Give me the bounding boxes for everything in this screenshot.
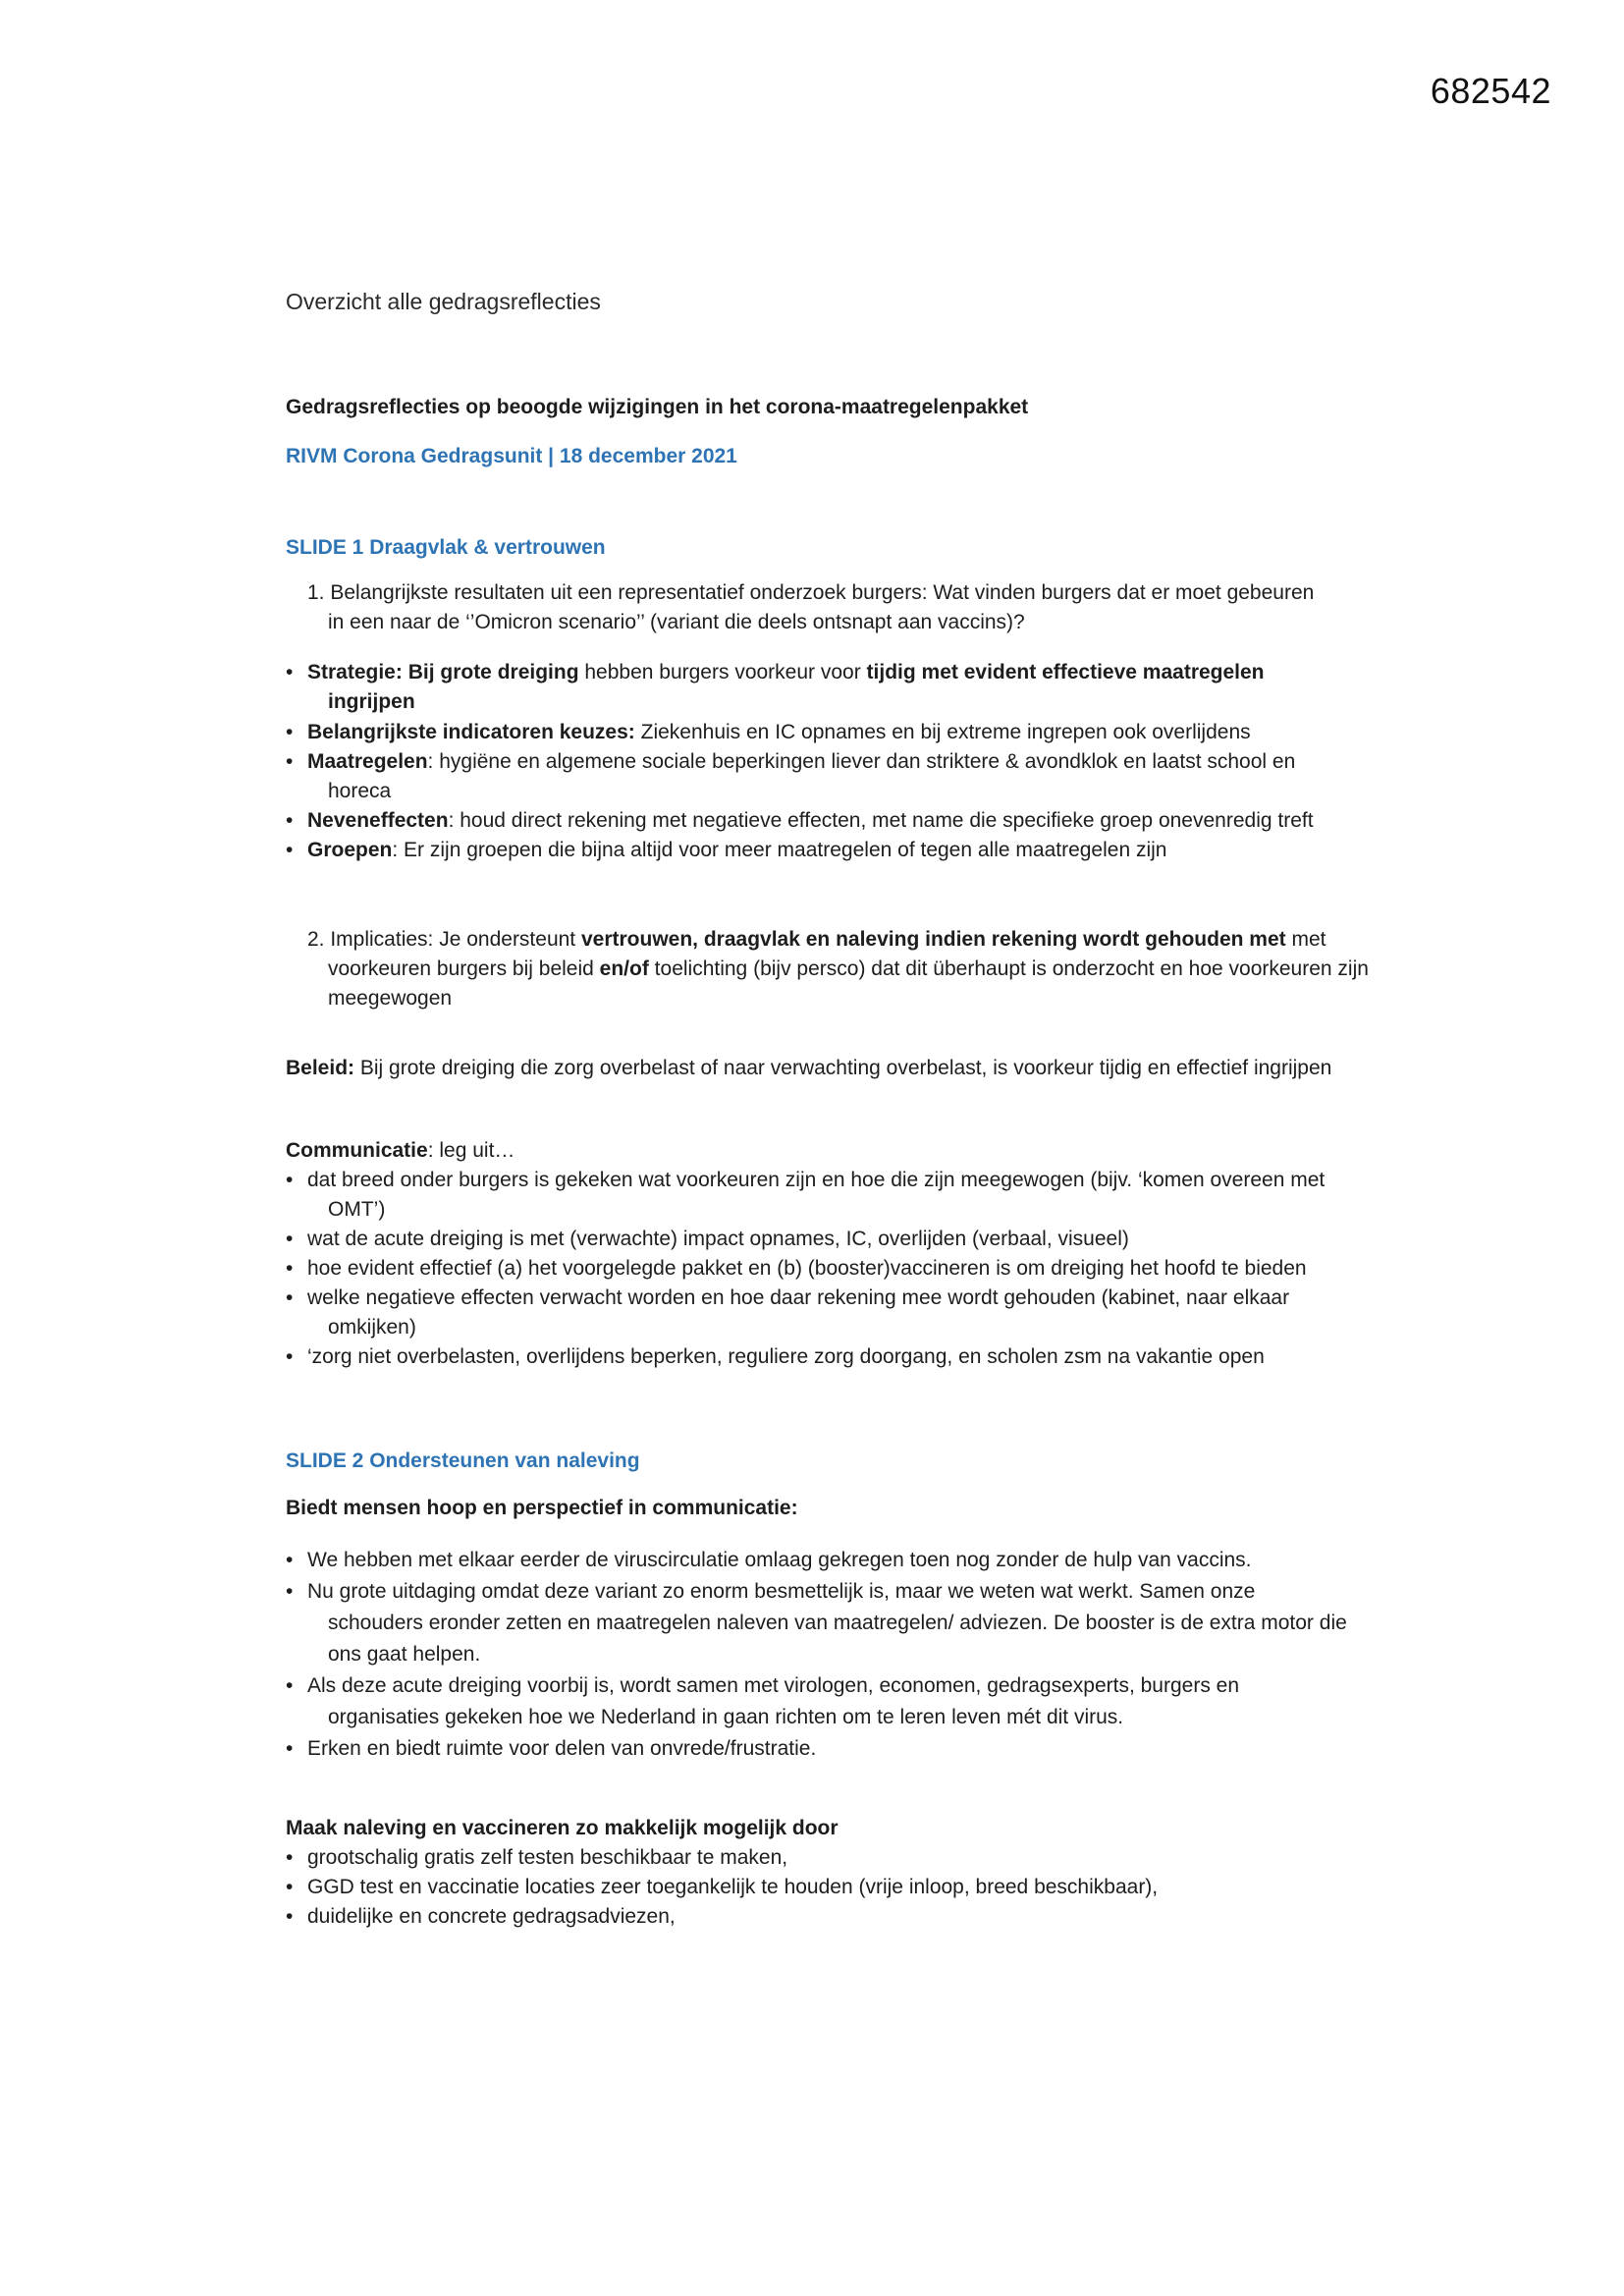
subheading: RIVM Corona Gedragsunit | 18 december 2021 <box>286 445 737 467</box>
communicatie-text: : leg uit… <box>427 1139 515 1162</box>
beleid-label: Beleid: <box>286 1057 355 1079</box>
list-item <box>286 718 1356 747</box>
slide2-heading: SLIDE 2 Ondersteunen van naleving <box>286 1449 640 1472</box>
main-heading: Gedragsreflecties op beoogde wijzigingen in het corona-maatregelenpakket <box>286 396 1029 418</box>
list-item: • duidelijke en concrete gedragsadviezen, <box>286 1902 1356 1932</box>
bullet-lead: Maatregelen <box>307 750 428 773</box>
list-item <box>286 658 1356 717</box>
bullet-dot-icon: • <box>286 721 294 743</box>
list-item: • We hebben met elkaar eerder de viruscirculatie omlaag gekregen toen nog zonder de hulp van vaccins. <box>286 1545 1356 1576</box>
communicatie-heading <box>286 1136 1356 1166</box>
point2-text: toelichting (bijv persco) dat dit überhaupt is onderzocht en hoe voorkeuren zijn meegewogen <box>328 957 1369 1010</box>
list-item: • grootschalig gratis zelf testen beschikbaar te maken, <box>286 1843 1356 1873</box>
overview-title: Overzicht alle gedragsreflecties <box>286 289 601 314</box>
bullet-dot-icon: • <box>286 1257 294 1280</box>
list-item <box>286 747 1356 806</box>
list-item: • ‘zorg niet overbelasten, overlijdens beperken, reguliere zorg doorgang, en scholen zsm na vakantie open <box>286 1342 1356 1372</box>
bullet-dot-icon: • <box>286 1876 294 1898</box>
bullet-dot-icon: • <box>286 750 294 773</box>
list-item: • hoe evident effectief (a) het voorgelegde pakket en (b) (booster)vaccineren is om dreiging het hoofd te bieden <box>286 1254 1356 1284</box>
bullet-lead: Groepen <box>307 839 393 861</box>
communicatie-label: Communicatie <box>286 1139 428 1162</box>
hope-bullet-list <box>286 1545 1356 1765</box>
bullet-lead: Neveneffecten <box>307 809 449 832</box>
communicatie-bullet-list <box>286 1166 1356 1372</box>
point2-strong: en/of <box>599 957 649 980</box>
hope-heading: Biedt mensen hoop en perspectief in communicatie: <box>286 1497 798 1519</box>
bullet-dot-icon: • <box>286 1905 294 1928</box>
bullet-dot-icon: • <box>286 1674 294 1697</box>
bullet-dot-icon: • <box>286 1169 294 1191</box>
bullet-text: hebben burgers voorkeur voor <box>578 661 867 683</box>
slide1-point1: 1. Belangrijkste resultaten uit een representatief onderzoek burgers: Wat vinden burgers dat er moet gebeuren in een naar de ‘’Omicron scenario’’ (variant die deels ontsnapt aan vaccins)? <box>307 581 1315 633</box>
beleid-text: Bij grote dreiging die zorg overbelast of naar verwachting overbelast, is voorkeur tijdig en effectief ingrijpen <box>354 1057 1332 1079</box>
document-number: 682542 <box>1430 71 1551 111</box>
list-item: • dat breed onder burgers is gekeken wat voorkeuren zijn en hoe die zijn meegewogen (bijv. ‘komen overeen met OMT’) <box>286 1166 1356 1225</box>
list-item: • GGD test en vaccinatie locaties zeer toegankelijk te houden (vrije inloop, breed beschikbaar), <box>286 1873 1356 1902</box>
list-item: • welke negatieve effecten verwacht worden en hoe daar rekening mee wordt gehouden (kabinet, naar elkaar omkijken) <box>286 1284 1356 1342</box>
bullet-dot-icon: • <box>286 1846 294 1869</box>
list-item: • Nu grote uitdaging omdat deze variant zo enorm besmettelijk is, maar we weten wat werkt. Samen onze schouders eronder zetten en maatregelen naleven van maatregelen/ adviezen. De booster is de extra motor die ons gaat helpen. <box>286 1576 1356 1670</box>
bullet-dot-icon: • <box>286 1228 294 1250</box>
slide1-point2 <box>286 925 1398 1013</box>
point2-strong: vertrouwen, draagvlak en naleving indien rekening wordt gehouden met <box>580 928 1286 951</box>
bullet-dot-icon: • <box>286 1737 294 1760</box>
bullet-text: : Er zijn groepen die bijna altijd voor meer maatregelen of tegen alle maatregelen zijn <box>392 839 1167 861</box>
list-item: • Als deze acute dreiging voorbij is, wordt samen met virologen, economen, gedragsexperts, burgers en organisaties gekeken hoe we Nederland in gaan richten om te leren leven mét dit virus. <box>286 1670 1356 1733</box>
easy-bullet-list <box>286 1843 1356 1932</box>
beleid-paragraph <box>286 1054 1356 1083</box>
point2-text: 2. Implicaties: Je ondersteunt <box>307 928 581 951</box>
bullet-dot-icon: • <box>286 1345 294 1368</box>
slide1-heading: SLIDE 1 Draagvlak & vertrouwen <box>286 536 606 559</box>
bullet-dot-icon: • <box>286 1286 294 1309</box>
bullet-dot-icon: • <box>286 1580 294 1603</box>
bullet-dot-icon: • <box>286 661 294 683</box>
bullet-dot-icon: • <box>286 1549 294 1571</box>
bullet-text: : houd direct rekening met negatieve effecten, met name die specifieke groep onevenredig treft <box>448 809 1314 832</box>
bullet-dot-icon: • <box>286 839 294 861</box>
bullet-text: : hygiëne en algemene sociale beperkingen liever dan striktere & avondklok en laatst school en horeca <box>328 750 1296 802</box>
bullet-lead: Belangrijkste indicatoren keuzes: <box>307 721 635 743</box>
list-item: • wat de acute dreiging is met (verwachte) impact opnames, IC, overlijden (verbaal, visueel) <box>286 1225 1356 1254</box>
bullet-dot-icon: • <box>286 809 294 832</box>
easy-heading: Maak naleving en vaccineren zo makkelijk mogelijk door <box>286 1817 839 1839</box>
slide1-bullet-list <box>286 658 1356 865</box>
list-item <box>286 836 1356 865</box>
bullet-text: Ziekenhuis en IC opnames en bij extreme ingrepen ook overlijdens <box>634 721 1251 743</box>
bullet-lead: Strategie: Bij grote dreiging <box>307 661 579 683</box>
list-item: • Erken en biedt ruimte voor delen van onvrede/frustratie. <box>286 1733 1356 1765</box>
list-item <box>286 806 1356 836</box>
bullet-strong: tijdig met evident effectieve maatregelen ingrijpen <box>328 661 1265 713</box>
point2-text: met voorkeuren burgers bij beleid <box>328 928 1326 980</box>
